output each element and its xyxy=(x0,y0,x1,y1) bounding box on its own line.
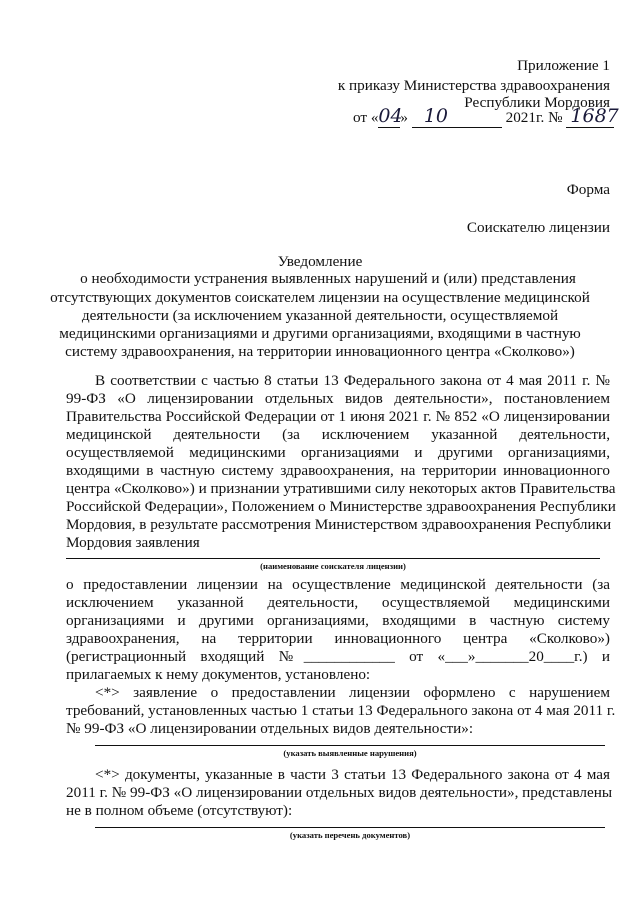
body-line-3: Правительства Российской Федерации от 1 июня 2021 г. № 852 «О лицензировании xyxy=(66,408,610,425)
order-from-label: от « xyxy=(353,109,379,126)
appendix-order: к приказу Министерства здравоохранения xyxy=(337,77,610,94)
order-year-label: 2021г. № xyxy=(505,109,563,126)
appendix-republic: Республики Мордовия xyxy=(464,94,610,111)
appendix-title: Приложение 1 xyxy=(517,57,610,74)
item1-line-1: <*> заявление о предоставлении лицензии оформлено с нарушением xyxy=(95,684,610,701)
item2-line-2: 2011 г. № 99-ФЗ «О лицензировании отдельных видов деятельности», представлены xyxy=(66,784,613,801)
body2-line-1: о предоставлении лицензии на осуществление медицинской деятельности (за xyxy=(66,576,610,593)
documents-blank xyxy=(95,827,605,828)
violations-blank xyxy=(95,745,605,746)
body2-line-3: организациями и другими организациями, входящими в частную систему xyxy=(66,612,610,629)
subtitle-line-4: медицинскими организациями и другими организациями, входящими в частную xyxy=(59,325,581,342)
body-line-4: медицинской деятельности (за исключением указанной деятельности, xyxy=(66,426,610,443)
order-date-line: от «04» 10 2021г. № 1687 xyxy=(353,105,619,127)
item1-line-3: № 99-ФЗ «О лицензировании отдельных видов деятельности»: xyxy=(66,720,474,737)
item2-line-1: <*> документы, указанные в части 3 статьи 13 Федерального закона от 4 мая xyxy=(95,766,610,783)
body2-line-5: (регистрационный входящий №____________ от «___»_______20____г.) и xyxy=(66,648,610,665)
form-label: Форма xyxy=(566,181,610,198)
documents-caption: (указать перечень документов) xyxy=(289,830,411,840)
violations-caption: (указать выявленные нарушения) xyxy=(283,748,417,758)
order-number-handwritten: 1687 xyxy=(570,105,619,127)
document-title: Уведомление xyxy=(277,253,363,270)
item1-line-2: требований, установленных частью 1 статьи 13 Федерального закона от 4 мая 2011 г. xyxy=(66,702,616,719)
subtitle-line-2: отсутствующих документов соискателем лицензии на осуществление медицинской xyxy=(50,289,590,306)
body-line-7: центра «Сколково») и признании утратившими силу некоторых актов Правительства xyxy=(66,480,616,497)
body-line-5: осуществляемой медицинскими организациями и другими организациями, xyxy=(66,444,610,461)
body2-line-6: прилагаемых к нему документов, установлено: xyxy=(66,666,371,683)
body2-line-2: исключением указанной деятельности, осуществляемой медицинскими xyxy=(66,594,610,611)
body-line-1: В соответствии с частью 8 статьи 13 Федерального закона от 4 мая 2011 г. № xyxy=(95,372,610,389)
subtitle-line-1: о необходимости устранения выявленных нарушений и (или) представления xyxy=(80,270,576,287)
body-line-2: 99-ФЗ «О лицензировании отдельных видов деятельности», постановлением xyxy=(66,390,610,407)
body2-line-4: здравоохранения, на территории инновационного центра «Сколково») xyxy=(66,630,610,647)
body-line-9: Мордовия, в результате рассмотрения Министерством здравоохранения Республики xyxy=(66,516,612,533)
recipient-label: Соискателю лицензии xyxy=(466,219,610,236)
body-line-10: Мордовия заявления xyxy=(66,534,200,551)
body-line-8: Российской Федерации», Положением о Министерстве здравоохранения Республики xyxy=(66,498,616,515)
subtitle-line-3: деятельности (за исключением указанной деятельности, осуществляемой xyxy=(81,307,559,324)
order-month-handwritten: 10 xyxy=(423,105,448,127)
body-line-6: входящими в частную систему здравоохранения, на территории инновационного xyxy=(66,462,610,479)
subtitle-line-5: систему здравоохранения, на территории инновационного центра «Сколково») xyxy=(65,343,575,360)
order-day-handwritten: 04 xyxy=(378,105,403,127)
item2-line-3: не в полном объеме (отсутствуют): xyxy=(66,802,293,819)
applicant-name-caption: (наименование соискателя лицензии) xyxy=(260,561,406,571)
applicant-name-blank xyxy=(66,558,600,559)
